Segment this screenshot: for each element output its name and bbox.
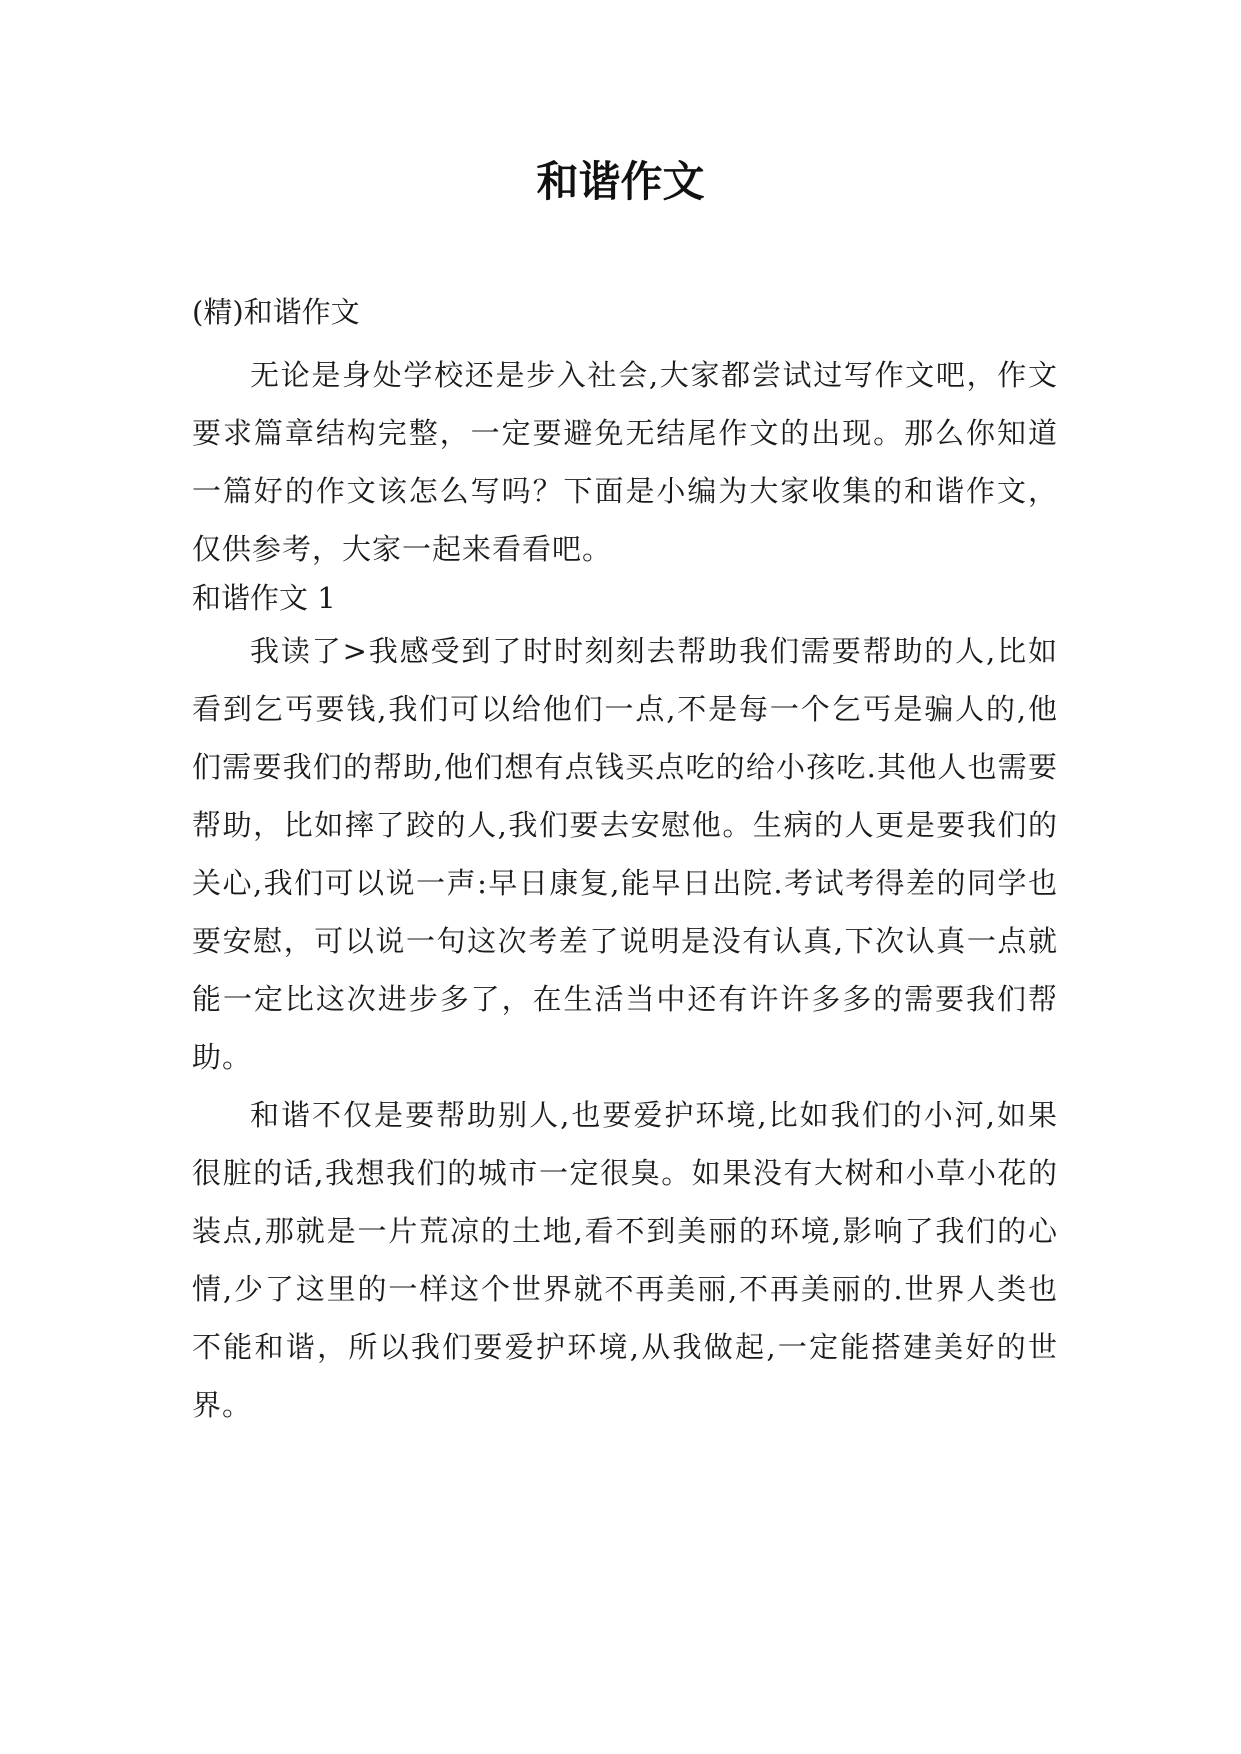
section-heading: 和谐作文 1	[192, 581, 336, 615]
document-title: 和谐作文	[536, 157, 705, 206]
body-paragraph-1: 我读了>我感受到了时时刻刻去帮助我们需要帮助的人,比如看到乞丐要钱,我们可以给他们一点,不是每一个乞丐是骗人的,他们需要我们的帮助,他们想有点钱买点吃的给小孩吃.其他人也需要帮助，比如摔了跤的人,我们要去安慰他。生病的人更是要我们的关心,我们可以说一声:早日康复,能早日出院.考试考得差的同学也要安慰，可以说一句这次考差了说明是没有认真,下次认真一点就能一定比这次进步多了，在生活当中还有许许多多的需要我们帮助。	[192, 634, 1058, 1074]
document-subtitle: (精)和谐作文	[192, 295, 360, 329]
intro-paragraph: 无论是身处学校还是步入社会,大家都尝试过写作文吧，作文要求篇章结构完整，一定要避免无结尾作文的出现。那么你知道一篇好的作文该怎么写吗？下面是小编为大家收集的和谐作文，仅供参考，大家一起来看看吧。	[192, 358, 1058, 566]
body-paragraph-2: 和谐不仅是要帮助别人,也要爱护环境,比如我们的小河,如果很脏的话,我想我们的城市一定很臭。如果没有大树和小草小花的装点,那就是一片荒凉的土地,看不到美丽的环境,影响了我们的心情,少了这里的一样这个世界就不再美丽,不再美丽的.世界人类也不能和谐，所以我们要爱护环境,从我做起,一定能搭建美好的世界。	[192, 1098, 1058, 1422]
